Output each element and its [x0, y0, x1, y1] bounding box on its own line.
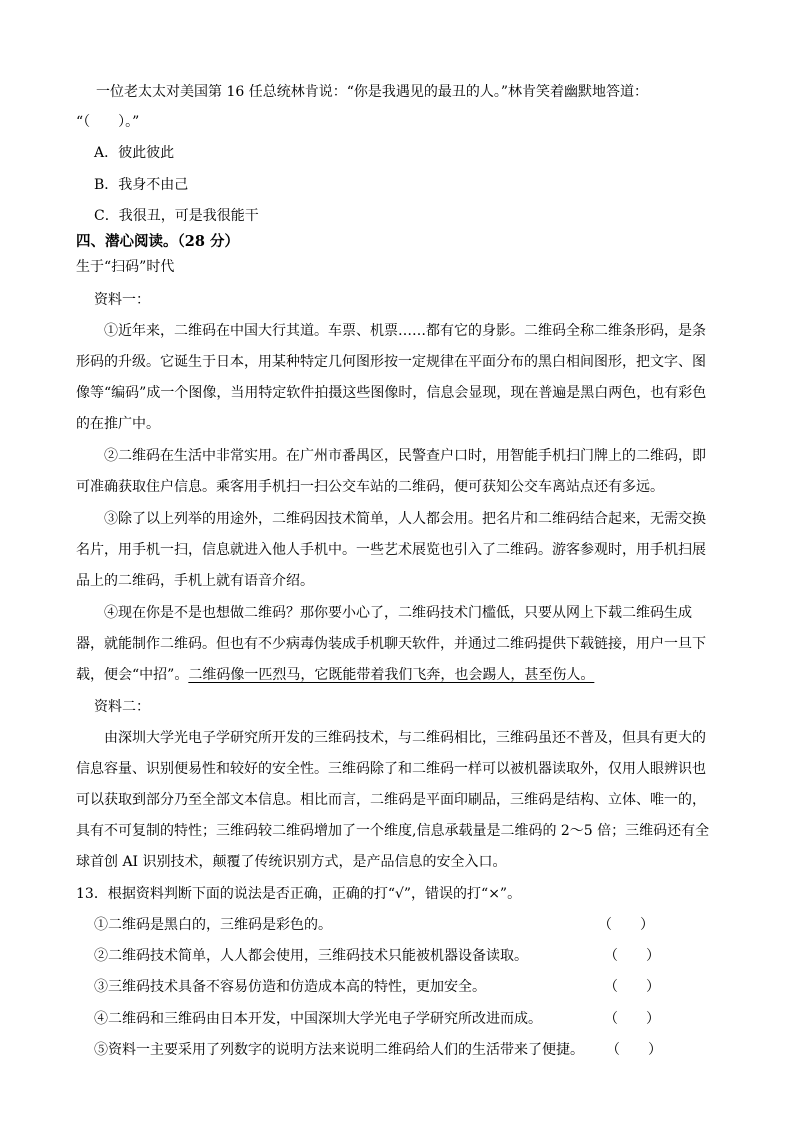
answer-blank-4[interactable]: （ ） [604, 1011, 660, 1027]
paragraph-4-last-line [76, 665, 594, 685]
question-item-2: ②二维码技术简单，人人都会使用，三维码技术只能被机器设备读取。 [94, 948, 528, 964]
answer-blank-3[interactable]: （ ） [604, 979, 660, 995]
paragraph-4-line: ④现在你是不是也想做二维码？那你要小心了，二维码技术门槛低，只要从网上下载二维码生成 [104, 605, 692, 621]
answer-blank-5[interactable]: （ ） [606, 1042, 662, 1058]
paragraph-5-line: 可以获取到部分乃至全部文本信息。相比而言，二维码是平面印刷品，三维码是结构、立体、唯一的， [76, 792, 706, 808]
option-b: B．我身不由己 [94, 177, 189, 193]
option-a: A．彼此彼此 [94, 145, 175, 161]
paragraph-3-line: 品上的二维码，手机上就有语音介绍。 [76, 573, 314, 589]
paragraph-2-line: 可准确获取住户信息。乘客用手机扫一扫公交车站的二维码，便可获知公交车离站点还有多远。 [76, 479, 664, 495]
story-line-1: 一位老太太对美国第 16 任总统林肯说：“你是我遇见的最丑的人。”林肯笑着幽默地答道： [96, 84, 649, 100]
paragraph-2-line: ②二维码在生活中非常实用。在广州市番禺区，民警查户口时，用智能手机扫门牌上的二维码，即 [104, 448, 706, 464]
question-item-4: ④二维码和三维码由日本开发，中国深圳大学光电子学研究所改进而成。 [94, 1011, 542, 1027]
material-1-label: 资料一： [94, 292, 150, 308]
paragraph-4-line: 器，就能制作二维码。但也有不少病毒伪装成手机聊天软件，并通过二维码提供下载链接，用户一旦下 [76, 636, 706, 652]
article-title: 生于“扫码”时代 [76, 259, 175, 275]
material-2-label: 资料二： [94, 699, 150, 715]
story-line-2: “（ ）。” [76, 114, 140, 130]
paragraph-4-plain-text: 载，便会“中招”。 [76, 667, 189, 683]
paragraph-5-line: 信息容量、识别便易性和较好的安全性。三维码除了和二维码一样可以被机器读取外，仅用人眼辨识也 [76, 761, 706, 777]
answer-blank-2[interactable]: （ ） [604, 948, 660, 964]
question-13-prompt: 13．根据资料判断下面的说法是否正确，正确的打“√”，错误的打“×”。 [76, 886, 522, 902]
section-heading: 四、潜心阅读。（28 分） [76, 233, 239, 250]
underlined-sentence: 二维码像一匹烈马，它既能带着我们飞奔，也会踢人，甚至伤人。 [188, 667, 595, 683]
paragraph-1-line: 形码的升级。它诞生于日本，用某种特定几何图形按一定规律在平面分布的黑白相间图形，把文字、图 [76, 354, 706, 370]
question-item-3: ③三维码技术具备不容易仿造和仿造成本高的特性，更加安全。 [94, 979, 486, 995]
paragraph-3-line: ③除了以上列举的用途外，二维码因技术简单，人人都会用。把名片和二维码结合起来，无需交换 [104, 511, 706, 527]
paragraph-3-line: 名片，用手机一扫，信息就进入他人手机中。一些艺术展览也引入了二维码。游客参观时，用手机扫展 [76, 542, 706, 558]
question-item-5: ⑤资料一主要采用了列数字的说明方法来说明二维码给人们的生活带来了便捷。 [94, 1042, 584, 1058]
paragraph-5-line: 球首创 AI 识别技术，颠覆了传统识别方式，是产品信息的安全入口。 [76, 854, 507, 870]
answer-blank-1[interactable]: （ ） [598, 917, 654, 933]
paragraph-1-line: 的在推广中。 [76, 416, 160, 432]
paragraph-5-line: 由深圳大学光电子学研究所开发的三维码技术，与二维码相比，三维码虽还不普及，但具有更大的 [104, 730, 706, 746]
paragraph-5-line: 具有不可复制的特性；三维码较二维码增加了一个维度,信息承载量是二维码的 2～5 倍；三维码还有全 [76, 823, 710, 839]
paragraph-1-line: 像等“编码”成一个图像，当用特定软件拍摄这些图像时，信息会显现，现在普遍是黑白两色，也有彩色 [76, 385, 707, 401]
paragraph-1-line: ①近年来，二维码在中国大行其道。车票、机票……都有它的身影。二维码全称二维条形码，是条 [104, 323, 706, 339]
option-c: C．我很丑，可是我很能干 [94, 208, 259, 224]
question-item-1: ①二维码是黑白的，三维码是彩色的。 [94, 917, 332, 933]
